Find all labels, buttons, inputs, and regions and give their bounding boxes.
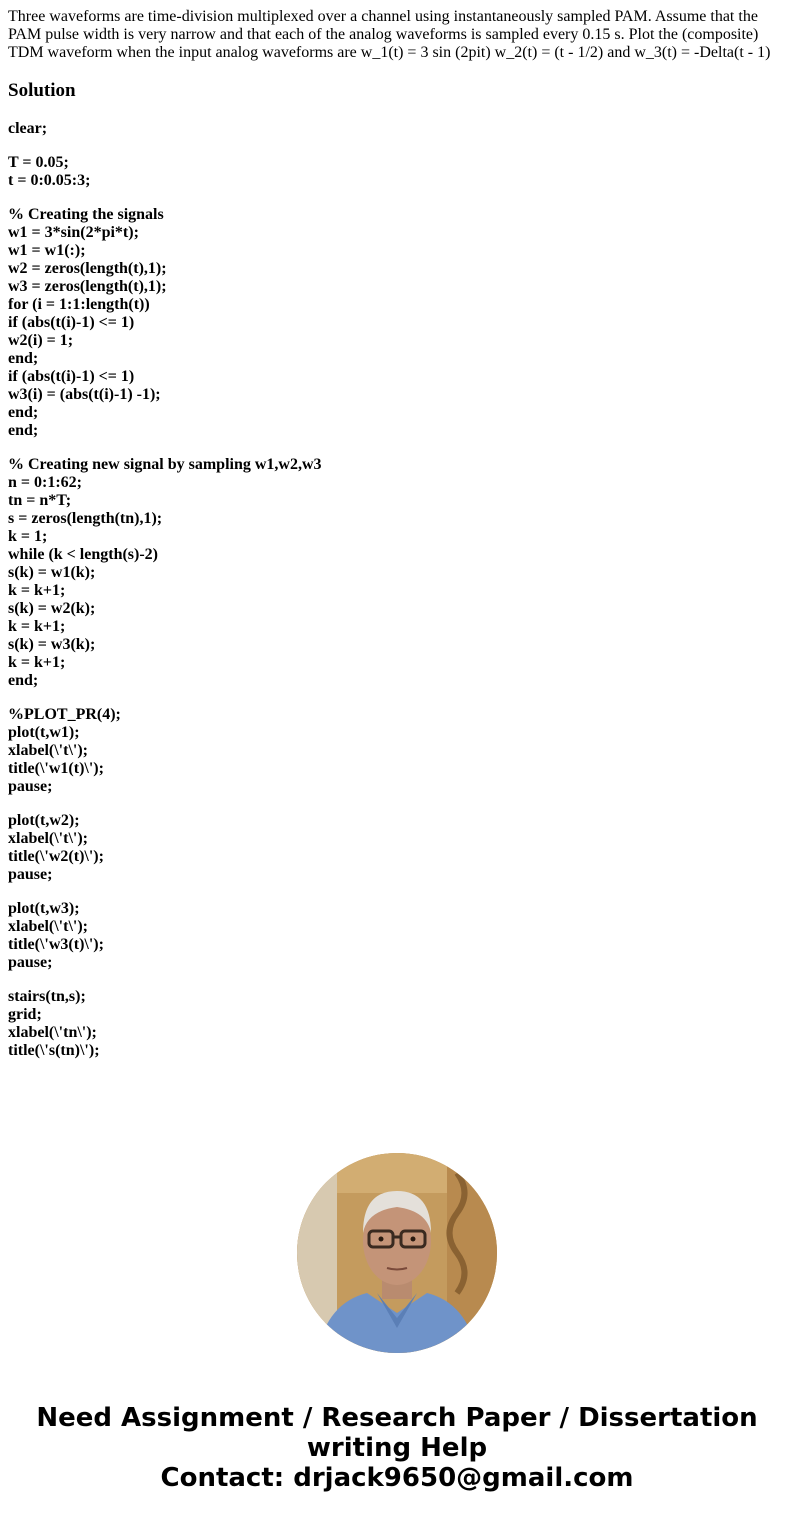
code-block: [8, 988, 322, 1060]
code-line: w3(i) = (abs(t(i)-1) -1);: [8, 386, 161, 403]
code-line: t = 0:0.05:3;: [8, 172, 91, 189]
code-line: end;: [8, 672, 39, 689]
code-line: tn = n*T;: [8, 492, 72, 509]
code-block: [8, 900, 322, 972]
code-line: if (abs(t(i)-1) <= 1): [8, 368, 135, 385]
code-line: end;: [8, 422, 39, 439]
code-line: k = 1;: [8, 528, 48, 545]
code-line: pause;: [8, 778, 53, 795]
code-line: if (abs(t(i)-1) <= 1): [8, 314, 135, 331]
code-line: w2 = zeros(length(t),1);: [8, 260, 167, 277]
code-line: end;: [8, 404, 39, 421]
promo-line-1: Need Assignment / Research Paper / Dissertation: [36, 1403, 758, 1433]
code-line: T = 0.05;: [8, 154, 69, 171]
code-line: stairs(tn,s);: [8, 988, 86, 1005]
code-line: title(\'s(tn)\');: [8, 1042, 100, 1059]
code-line: s = zeros(length(tn),1);: [8, 510, 163, 527]
code-line: plot(t,w3);: [8, 900, 80, 917]
code-line: plot(t,w2);: [8, 812, 80, 829]
code-line: for (i = 1:1:length(t)): [8, 296, 150, 313]
code-line: pause;: [8, 866, 53, 883]
code-line: title(\'w2(t)\');: [8, 848, 104, 865]
code-line: % Creating the signals: [8, 206, 164, 223]
code-line: s(k) = w1(k);: [8, 564, 96, 581]
question-text: Three waveforms are time-division multiplexed over a channel using instantaneously sampled PAM. Assume that the PAM pulse width is very narrow and that each of the analog waveforms is sampled every 0.15 s. Plot the (composite) TDM waveform when the input analog waveforms are w_1(t) = 3 sin (2pit) w_2(t) = (t - 1/2) and w_3(t) = -Delta(t - 1): [8, 8, 771, 61]
code-block: [8, 706, 322, 796]
code-block: [8, 154, 322, 190]
code-line: clear;: [8, 120, 48, 137]
code-block: [8, 456, 322, 690]
code-line: k = k+1;: [8, 654, 66, 671]
solution-heading: Solution: [8, 80, 76, 101]
matlab-code: [8, 120, 322, 1076]
author-avatar: [297, 1153, 497, 1353]
code-line: w1 = 3*sin(2*pi*t);: [8, 224, 139, 241]
code-block: [8, 120, 322, 138]
code-line: xlabel(\'tn\');: [8, 1024, 97, 1041]
code-line: w2(i) = 1;: [8, 332, 74, 349]
code-line: while (k < length(s)-2): [8, 546, 158, 563]
promo-contact: Contact: drjack9650@gmail.com: [160, 1463, 634, 1493]
code-line: xlabel(\'t\');: [8, 918, 88, 935]
code-line: k = k+1;: [8, 582, 66, 599]
code-line: % Creating new signal by sampling w1,w2,w3: [8, 456, 322, 473]
code-line: end;: [8, 350, 39, 367]
code-block: [8, 206, 322, 440]
code-block: [8, 812, 322, 884]
code-line: k = k+1;: [8, 618, 66, 635]
promo-line-2: writing Help: [306, 1433, 488, 1463]
code-line: title(\'w1(t)\');: [8, 760, 104, 777]
code-line: w3 = zeros(length(t),1);: [8, 278, 167, 295]
code-line: xlabel(\'t\');: [8, 830, 88, 847]
code-line: s(k) = w2(k);: [8, 600, 96, 617]
promo-banner: [0, 1403, 794, 1493]
code-line: %PLOT_PR(4);: [8, 706, 121, 723]
code-line: grid;: [8, 1006, 42, 1023]
author-photo-icon: [297, 1153, 497, 1353]
code-line: s(k) = w3(k);: [8, 636, 96, 653]
code-line: pause;: [8, 954, 53, 971]
code-line: w1 = w1(:);: [8, 242, 86, 259]
code-line: title(\'w3(t)\');: [8, 936, 104, 953]
code-line: xlabel(\'t\');: [8, 742, 88, 759]
code-line: plot(t,w1);: [8, 724, 80, 741]
code-line: n = 0:1:62;: [8, 474, 82, 491]
